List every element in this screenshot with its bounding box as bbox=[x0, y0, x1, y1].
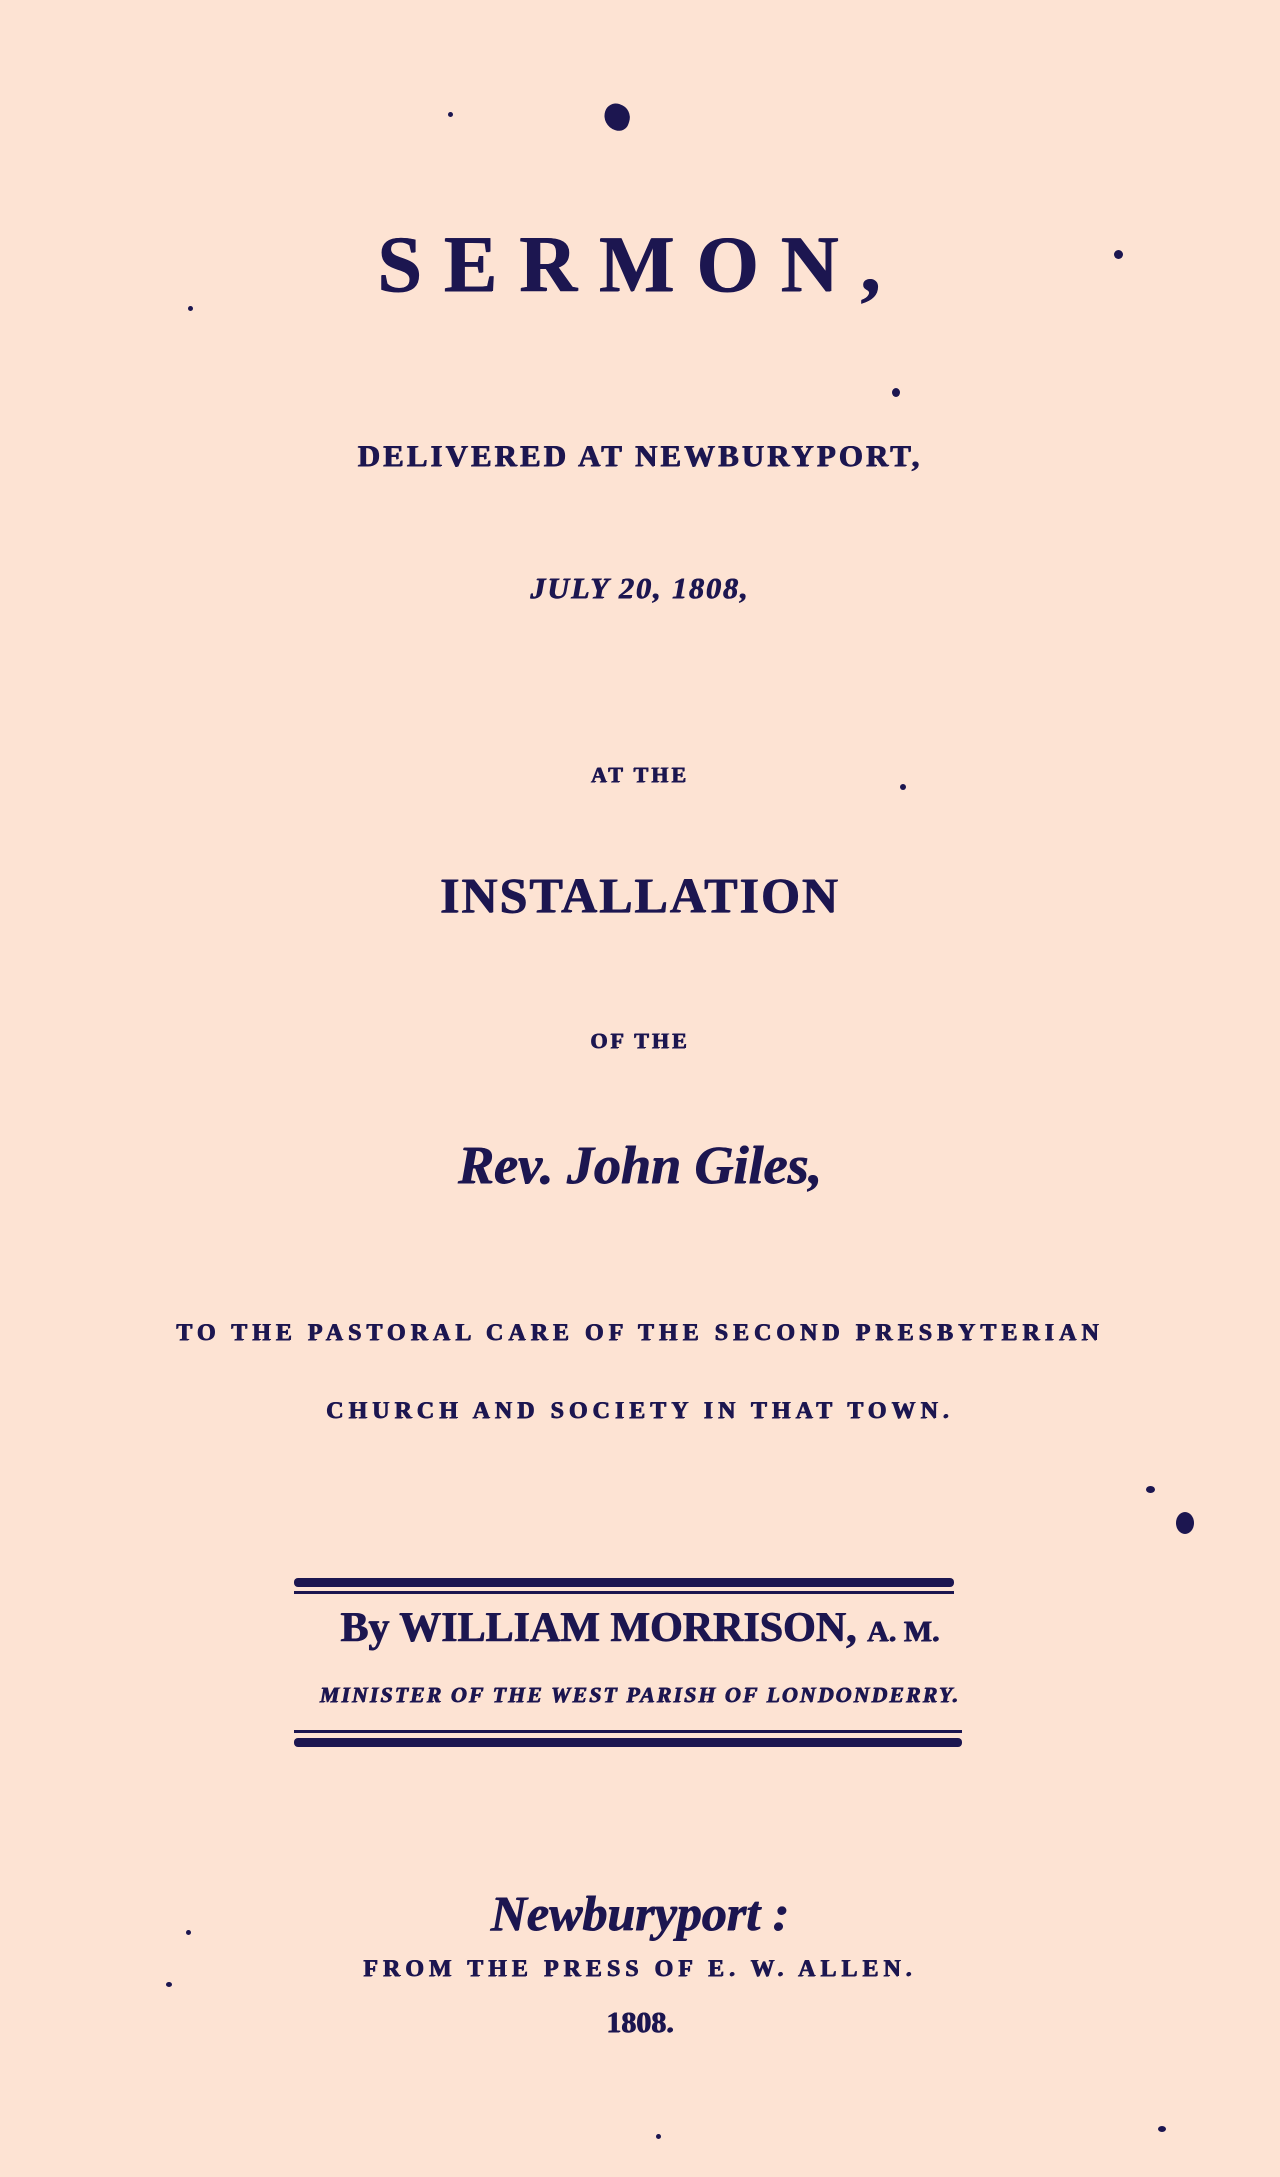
top-double-rule-thick bbox=[294, 1578, 954, 1587]
author-by: By bbox=[340, 1605, 390, 1651]
printer-ornament-icon bbox=[601, 101, 634, 134]
bottom-double-rule-thin bbox=[294, 1730, 962, 1733]
installed-minister-name: Rev. John Giles, bbox=[458, 1135, 822, 1195]
author-name: WILLIAM MORRISON, bbox=[399, 1605, 857, 1651]
pastoral-care-line-2: CHURCH AND SOCIETY IN THAT TOWN. bbox=[326, 1398, 954, 1424]
pastoral-care-line-1: TO THE PASTORAL CARE OF THE SECOND PRESBYTERIAN bbox=[176, 1320, 1104, 1346]
ink-speck bbox=[900, 784, 906, 790]
ink-speck bbox=[1114, 250, 1123, 259]
author-degree: A. M. bbox=[867, 1615, 940, 1648]
ink-speck bbox=[188, 306, 193, 311]
of-the-line: OF THE bbox=[590, 1028, 690, 1053]
ink-speck bbox=[1146, 1486, 1155, 1493]
delivered-at-line: DELIVERED AT NEWBURYPORT, bbox=[357, 438, 923, 473]
sermon-date: JULY 20, 1808, bbox=[530, 572, 750, 605]
bottom-double-rule-thick bbox=[294, 1738, 962, 1747]
top-double-rule-thin bbox=[294, 1591, 954, 1594]
ink-speck bbox=[448, 112, 453, 117]
ink-speck bbox=[186, 1930, 191, 1935]
author-title: MINISTER OF THE WEST PARISH OF LONDONDERRY. bbox=[319, 1682, 961, 1707]
ink-speck bbox=[1158, 2126, 1166, 2132]
ink-speck bbox=[1176, 1512, 1194, 1534]
author-line bbox=[0, 1604, 1280, 1652]
installation-heading: INSTALLATION bbox=[439, 867, 841, 923]
at-the-line: AT THE bbox=[590, 762, 690, 787]
ink-speck bbox=[656, 2134, 661, 2139]
sermon-title: SERMON, bbox=[377, 221, 903, 309]
imprint-press: FROM THE PRESS OF E. W. ALLEN. bbox=[363, 1956, 917, 1982]
imprint-year: 1808. bbox=[606, 2006, 674, 2039]
ink-speck bbox=[166, 1982, 172, 1987]
ink-speck bbox=[892, 388, 900, 397]
imprint-place: Newburyport : bbox=[490, 1885, 790, 1941]
